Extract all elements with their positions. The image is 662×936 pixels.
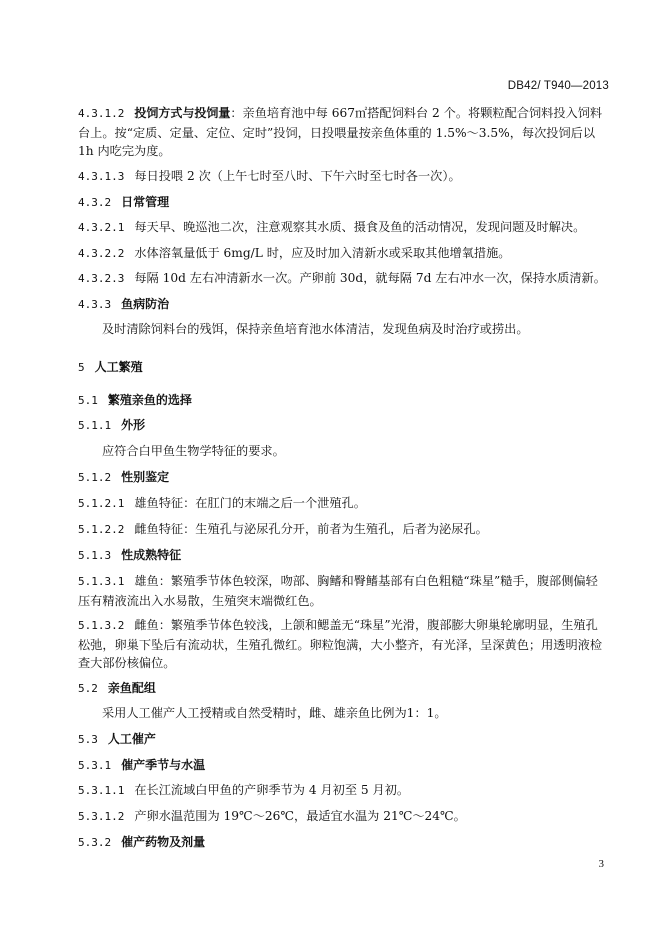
document-code: DB42/ T940—2013 [507, 80, 609, 92]
clause-4-3-2-2 [78, 244, 608, 263]
clause-number: 5.3.1 [78, 759, 112, 772]
heading-5-1 [78, 391, 608, 410]
heading-5 [78, 358, 608, 377]
clause-text: 产卵水温范围为 19℃～26℃，最适宜水温为 21℃～24℃。 [134, 809, 466, 823]
clause-number: 4.3.1.3 [78, 170, 125, 183]
clause-title: 性别鉴定 [121, 470, 170, 484]
clause-title: 性成熟特征 [121, 548, 182, 562]
clause-number: 4.3.3 [78, 298, 112, 311]
clause-number: 5.1.2.1 [78, 497, 125, 510]
clause-text: 每天早、晚巡池二次，注意观察其水质、摄食及鱼的活动情况，发现问题及时解决。 [134, 220, 586, 234]
clause-number: 4.3.1.2 [78, 107, 125, 120]
clause-title: 人工催产 [107, 732, 156, 746]
clause-5-1-2-2 [78, 520, 608, 539]
heading-4-3-2 [78, 193, 608, 212]
paragraph-text: 采用人工催产人工授精或自然受精时，雌、雄亲鱼比例为1：1。 [102, 706, 447, 720]
clause-number: 5 [78, 361, 85, 374]
clause-text: 雌鱼：繁殖季节体色较浅，上颌和鳃盖无“珠星”光滑，腹部膨大卵巢轮廓明显，生殖孔松弛，卵巢下坠后有流动状，生殖孔微红。卵粒饱满，大小整齐，有光泽，呈深黄色；用透明液检查大部份核偏位。 [78, 618, 603, 670]
heading-5-1-3 [78, 546, 608, 565]
clause-number: 5.1.3.2 [78, 619, 125, 632]
clause-title: 人工繁殖 [94, 360, 143, 374]
clause-title: 日常管理 [121, 195, 170, 209]
clause-title: 外形 [121, 418, 146, 432]
clause-text: 雌鱼特征：生殖孔与泌尿孔分开，前者为生殖孔，后者为泌尿孔。 [134, 522, 488, 536]
clause-text: 在长江流域白甲鱼的产卵季节为 4 月初至 5 月初。 [134, 783, 410, 797]
heading-5-1-1 [78, 416, 608, 435]
clause-number: 5.3.2 [78, 836, 112, 849]
paragraph-pairing [78, 704, 608, 722]
clause-4-3-2-1 [78, 218, 608, 237]
heading-4-3-3 [78, 295, 608, 314]
heading-5-3 [78, 730, 608, 749]
clause-title: 亲鱼配组 [107, 681, 156, 695]
clause-5-3-1-1 [78, 781, 608, 800]
clause-number: 4.3.2.1 [78, 221, 125, 234]
clause-number: 5.1.2.2 [78, 523, 125, 536]
paragraph-disease-control [78, 320, 608, 338]
clause-4-3-2-3 [78, 269, 608, 288]
heading-5-2 [78, 679, 608, 698]
paragraph-text: 应符合白甲鱼生物学特征的要求。 [102, 444, 285, 458]
clause-text: 每日投喂 2 次（上午七时至八时、下午六时至七时各一次）。 [134, 169, 461, 183]
clause-number: 5.3.1.2 [78, 810, 125, 823]
clause-text: 雄鱼：繁殖季节体色较深，吻部、胸鳍和臀鳍基部有白色粗糙“珠星”糙手，腹部侧偏轻压有精液流出入水易散，生殖突末端微红色。 [78, 574, 598, 608]
clause-5-1-3-2 [78, 616, 608, 673]
clause-text: 水体溶氧量低于 6mg/L 时，应及时加入清新水或采取其他增氧措施。 [134, 246, 511, 260]
clause-number: 4.3.2 [78, 196, 112, 209]
heading-5-1-2 [78, 468, 608, 487]
clause-number: 5.1 [78, 394, 98, 407]
clause-number: 5.3.1.1 [78, 784, 125, 797]
clause-4-3-1-2 [78, 104, 608, 161]
paragraph-text: 及时清除饲料台的残饵，保持亲鱼培育池水体清洁，发现鱼病及时治疗或捞出。 [102, 322, 529, 336]
clause-title: 投饲方式与投饲量 [134, 106, 231, 120]
clause-title: 催产季节与水温 [121, 758, 206, 772]
clause-text: 雄鱼特征：在肛门的末端之后一个泄殖孔。 [134, 496, 366, 510]
paragraph-appearance [78, 442, 608, 460]
clause-4-3-1-3 [78, 167, 608, 186]
clause-5-1-2-1 [78, 494, 608, 513]
clause-number: 5.1.3.1 [78, 575, 125, 588]
clause-number: 4.3.2.3 [78, 272, 125, 285]
clause-number: 5.1.2 [78, 471, 112, 484]
clause-5-1-3-1 [78, 572, 608, 610]
heading-5-3-1 [78, 756, 608, 775]
heading-5-3-2 [78, 833, 608, 852]
clause-text: 每隔 10d 左右冲清新水一次。产卵前 30d，就每隔 7d 左右冲水一次，保持水质清新。 [134, 271, 606, 285]
page-number: 3 [598, 858, 604, 870]
clause-title: 鱼病防治 [121, 297, 170, 311]
clause-number: 4.3.2.2 [78, 247, 125, 260]
clause-number: 5.1.1 [78, 419, 112, 432]
clause-number: 5.1.3 [78, 549, 112, 562]
clause-title: 繁殖亲鱼的选择 [107, 393, 192, 407]
clause-title: 催产药物及剂量 [121, 835, 206, 849]
clause-text: ：亲鱼培育池中每 667㎡搭配饲料台 2 个。将颗粒配合饲料投入饲料台上。按“定质、定量、定位、定时”投饲，日投喂量按亲鱼体重的 1.5%～3.5%，每次投饲后以 1h 内吃完为度。 [78, 106, 603, 158]
clause-number: 5.3 [78, 733, 98, 746]
clause-5-3-1-2 [78, 807, 608, 826]
clause-number: 5.2 [78, 682, 98, 695]
